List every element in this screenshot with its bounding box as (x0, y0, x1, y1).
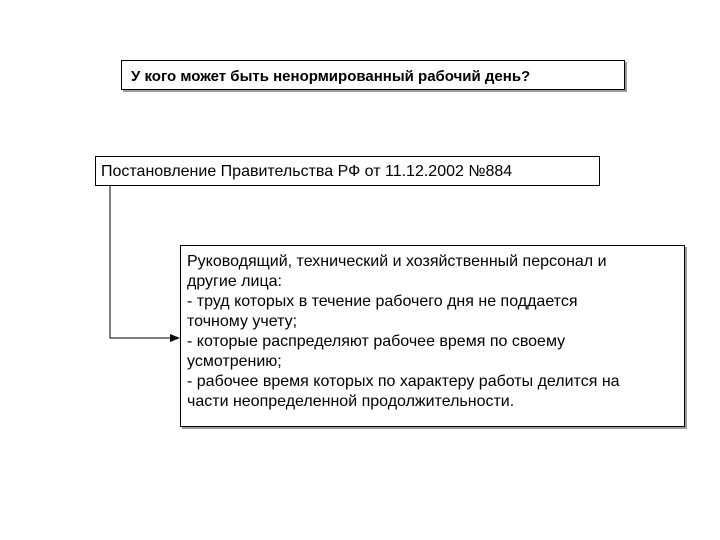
content-line: Руководящий, технический и хозяйственный персонал и (187, 253, 607, 270)
content-box (180, 245, 685, 427)
content-line: части неопределенной продолжительности. (187, 393, 515, 410)
source-text: Постановление Правительства РФ от 11.12.2002 №884 (101, 163, 513, 180)
content-line: точному учету; (187, 313, 298, 330)
content-line: - труд которых в течение рабочего дня не поддается (187, 293, 578, 310)
content-line: усмотрению; (187, 353, 282, 370)
content-line: - которые распределяют рабочее время по своему (187, 333, 566, 350)
content-line: другие лица: (187, 273, 282, 290)
arrow-head (170, 334, 180, 342)
question-text: У кого может быть ненормированный рабочий день? (131, 68, 531, 85)
content-line: - рабочее время которых по характеру работы делится на (187, 373, 620, 390)
connector-line (110, 186, 172, 338)
